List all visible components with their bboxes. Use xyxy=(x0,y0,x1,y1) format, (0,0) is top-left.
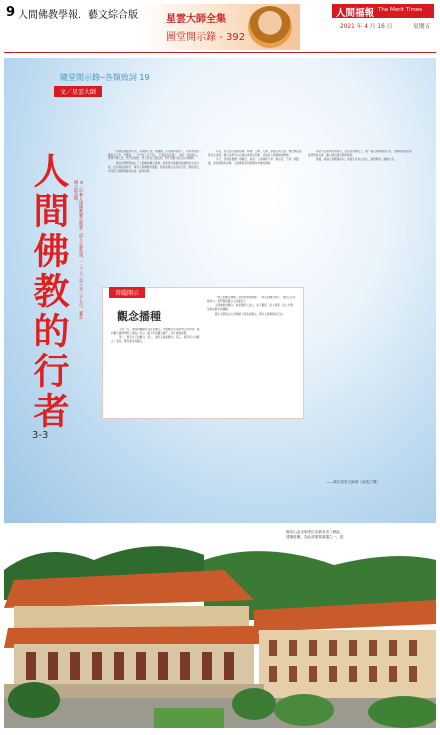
caption-line: 佛光山金光明寺位於新北市三峽區， xyxy=(286,530,344,534)
article-column-middle xyxy=(208,150,302,282)
masthead-english: The Merit Times xyxy=(378,7,423,13)
series-title: 隨堂開示錄─各類致詞 19 xyxy=(60,73,150,82)
master-portrait xyxy=(248,6,292,48)
sidebar-paragraph: 一個人的觀念開闊，他的世界就開闊；一個人的觀念狹小，他的人生也就狹小。我們要從觀念上改變自己。 xyxy=(207,296,296,303)
masthead-title: 人間福報 xyxy=(336,8,375,19)
sidebar-note: ※〈中華人間佛教聯合總會〉成立大會致詞，二○○三年六月二十七日，臺北國父紀念館。 xyxy=(74,180,84,319)
issue-weekday: 星期五 xyxy=(413,24,431,30)
sidebar-tag: 菩薩開示 xyxy=(109,287,145,298)
article-paragraph: 現在你們既然成立了人間佛教聯合總會，我希望今後要加強佛教的文化自信，在有佛法的地方，就有人間佛教的推動，我相信諸位在座的大德，都能發心，共同把人間佛教推向社會、推向世界。 xyxy=(108,162,202,173)
sidebar-credit: ——摘自星雲大師著《迷悟之間》 xyxy=(326,480,380,484)
article-paragraph: 我現在跟隨著手到，其實歸于到，照護護，可以歸實快速了，其實我是是一種每天工作，不斷說「一日不作一日不食」，不過因為忙懂了，做有一個比較人，覺得不務人忙，對不起貌的，對不起自己的信仰，對不起歡大的文化和佛教。 xyxy=(108,150,202,161)
section-number: 3-3 xyxy=(32,430,49,441)
article-column-left xyxy=(108,150,202,282)
article-paragraph: 所以，我主張不論是信佛、修佛、念佛、行佛，都要走向人間，要把佛法落實在生活裡，讓大家都可以在佛法裡得到安樂，這就是人間佛教的精神。 xyxy=(208,150,302,157)
banner-subtitle: 圖堂開示錄 - 392 xyxy=(166,32,246,43)
sidebar-paragraph: 願大家都能在心田裡播下善美的觀念，開出人間佛教的花朵。 xyxy=(215,312,286,316)
article-headline: 人間佛教的行者 xyxy=(28,152,69,432)
caption-line: 建築莊嚴，為北部重要道場之一，是 xyxy=(286,535,344,539)
sidebar-body-right xyxy=(207,296,297,414)
sidebar-title: 觀念播種 xyxy=(117,310,161,323)
byline: 文／星雲大師 xyxy=(54,86,102,97)
header xyxy=(0,0,440,58)
page-number: 9 xyxy=(6,5,16,20)
header-divider xyxy=(4,52,436,53)
banner-title: 星雲大師全集 xyxy=(166,14,226,25)
sidebar-body-left xyxy=(111,328,201,414)
sidebar-box xyxy=(102,287,304,419)
issue-date: 2021 年 4 月 16 日 xyxy=(340,24,393,30)
temple-photo xyxy=(4,540,436,728)
temple-photo-illustration xyxy=(4,540,436,728)
sidebar-paragraph: 人間佛教的觀念，就是要給人信心、給人歡喜、給人希望、給人方便，這就是最好的播種。 xyxy=(207,304,296,312)
article-paragraph: 希望大家能夠共同發心，在各自的崗位上，做一個人間佛教的行者，把佛陀的慈悲與智慧帶給社會，讓人間充滿光明與希望。 xyxy=(308,150,412,157)
article-paragraph: 最後，祝福大會圓滿成功，祝福大家身心自在，福慧增長。謝謝大家。 xyxy=(316,158,397,162)
masthead xyxy=(332,4,434,18)
article-column-right xyxy=(308,150,412,380)
section-title: 人間佛教學報．藝文綜合版 xyxy=(18,10,138,21)
article-paragraph: 今天，我還是要講一個觀念，就是：人間佛教不是一個宗派，不是一個組織，而是佛陀的本懷，人間佛教是回歸佛陀本懷的佛教。 xyxy=(208,158,299,166)
header-banner xyxy=(140,4,300,50)
sidebar-paragraph: 人的一生，成敗的關鍵往往在於觀念，對的觀念引導我們走向光明，錯的觀念讓我們陷入煩惱。所以，播下好的觀念種子，比什麼都重要。 xyxy=(111,328,200,335)
sidebar-paragraph: 第一，要有自己的觀念；第二，要有正確的觀念；第三，要有利人的觀念；第四，要有進步的觀念。 xyxy=(111,336,200,344)
